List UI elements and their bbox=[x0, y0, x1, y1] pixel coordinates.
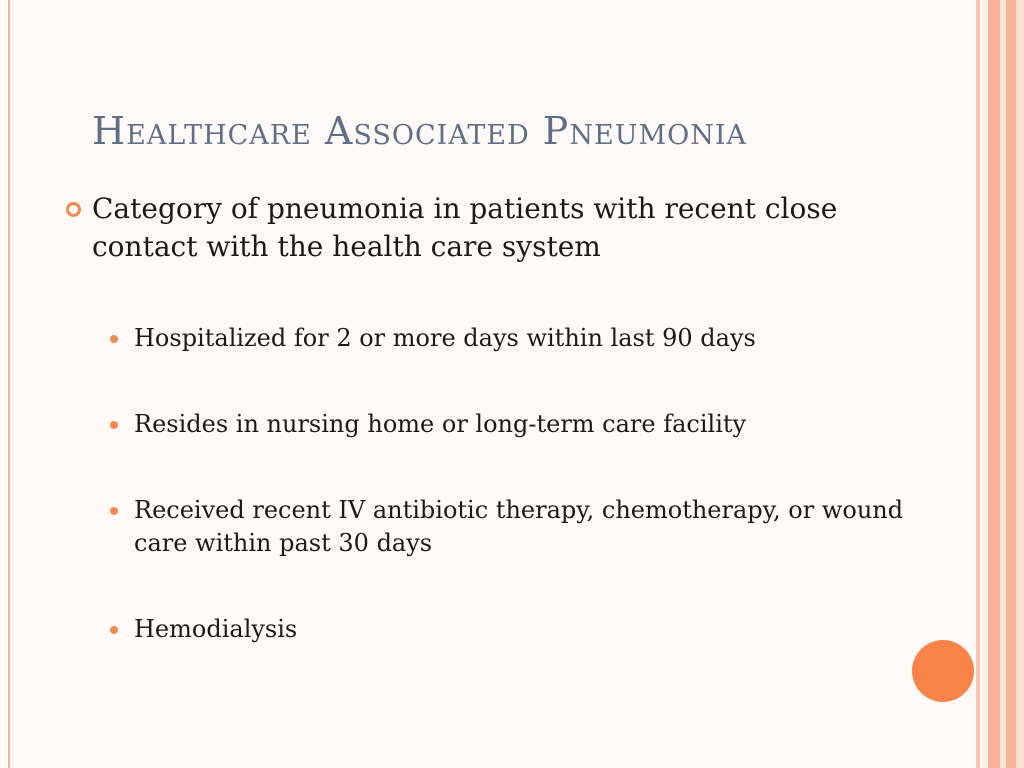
main-bullet-item bbox=[64, 190, 924, 266]
main-bullet-text: Category of pneumonia in patients with recent close contact with the health care system bbox=[92, 192, 838, 263]
sub-bullet-item bbox=[110, 613, 924, 646]
stripe bbox=[988, 0, 1000, 768]
right-decorative-stripes bbox=[976, 0, 1024, 768]
sub-bullet-item bbox=[110, 322, 924, 355]
dot-bullet-icon bbox=[110, 335, 118, 343]
dot-bullet-icon bbox=[110, 507, 118, 515]
sub-bullet-item bbox=[110, 494, 924, 560]
left-border-rule bbox=[8, 0, 10, 768]
stripe bbox=[1006, 0, 1016, 768]
sub-bullet-list bbox=[64, 322, 924, 646]
stripe bbox=[980, 0, 988, 768]
sub-bullet-text: Resides in nursing home or long-term care facility bbox=[134, 410, 747, 438]
slide-content bbox=[64, 190, 924, 699]
dot-bullet-icon bbox=[110, 421, 118, 429]
decorative-orange-circle bbox=[912, 640, 974, 702]
stripe bbox=[1016, 0, 1024, 768]
ring-bullet-icon bbox=[66, 202, 81, 217]
sub-bullet-text: Received recent IV antibiotic therapy, chemotherapy, or wound care within past 30 days bbox=[134, 496, 904, 557]
sub-bullet-text: Hospitalized for 2 or more days within last 90 days bbox=[134, 324, 756, 352]
dot-bullet-icon bbox=[110, 626, 118, 634]
sub-bullet-item bbox=[110, 408, 924, 441]
slide-title: Healthcare Associated Pneumonia bbox=[92, 109, 748, 153]
sub-bullet-text: Hemodialysis bbox=[134, 615, 298, 643]
